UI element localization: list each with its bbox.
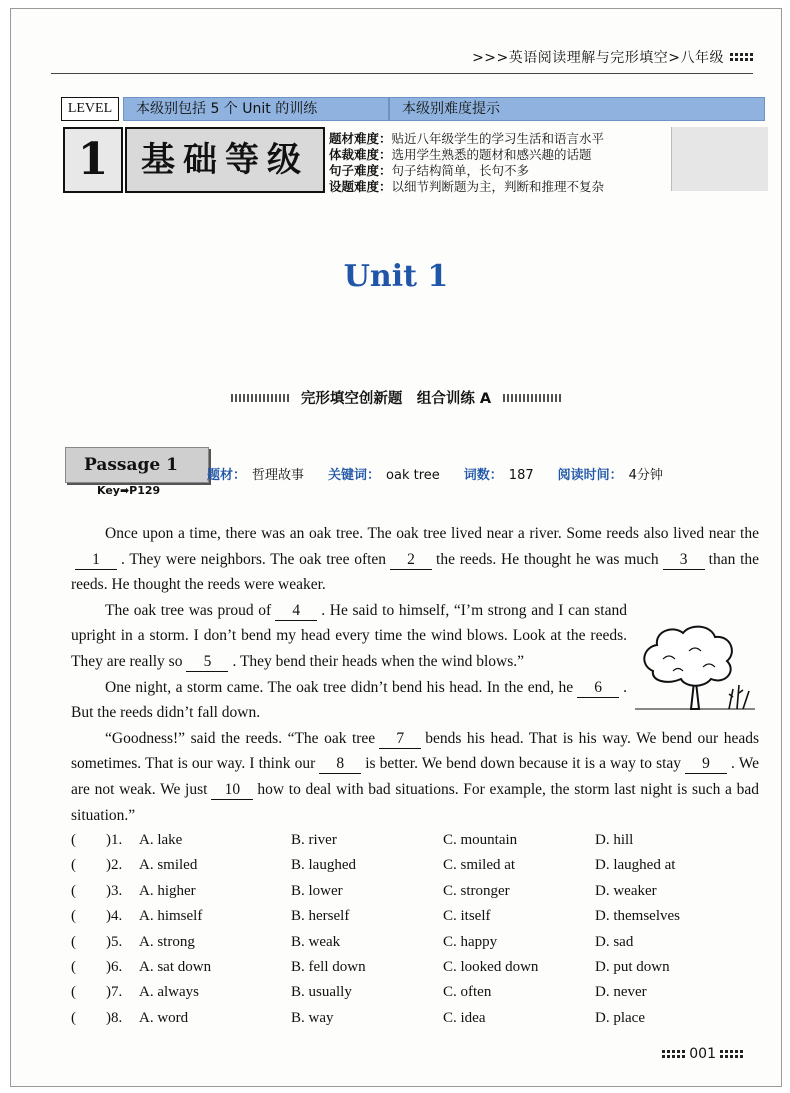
passage-label: Passage 1 [65, 447, 209, 483]
question-number: ( )5. [71, 933, 123, 950]
passage-text-run: bends his head. That is his way. We bend our heads sometimes. That is our way. I think our [71, 729, 760, 773]
difficulty-label: 题材难度： [329, 131, 392, 146]
passage-text-run: Once upon a time, there was an oak tree. The oak tree lived near a river. Some reeds also lived near the [105, 525, 759, 542]
option-a[interactable]: A. strong [139, 933, 195, 950]
meta-reading-time-value: 4分钟 [628, 468, 663, 483]
answer-key-reference: Key➡P129 [97, 484, 161, 497]
question-number: ( )2. [71, 857, 123, 874]
level-difficulty-tab: 本级别难度提示 [389, 97, 765, 121]
level-label: LEVEL [61, 97, 119, 121]
meta-reading-time [558, 464, 663, 483]
blank-4[interactable]: 4 [275, 602, 317, 621]
passage-text-run: . But the reeds didn’t fall down. [71, 678, 627, 722]
option-d[interactable]: D. never [595, 984, 647, 1001]
difficulty-item [329, 131, 604, 147]
passage-text-run: than the reeds. He thought the reeds were weaker. [71, 550, 760, 594]
passage-text-run: “Goodness!” said the reeds. “The oak tree [105, 729, 376, 747]
option-d[interactable]: D. laughed at [595, 857, 676, 874]
meta-topic-label: 题材： [207, 468, 247, 483]
option-d[interactable]: D. hill [595, 832, 634, 848]
difficulty-text: 句子结构简单，长句不多 [391, 163, 530, 178]
paragraph [71, 521, 759, 598]
running-header [472, 47, 753, 67]
question-row [71, 930, 761, 955]
difficulty-item [329, 163, 604, 179]
dot-grid-icon [730, 53, 753, 61]
difficulty-text: 选用学生熟悉的题材和感兴趣的话题 [391, 147, 592, 162]
meta-reading-time-label: 阅读时间： [557, 468, 623, 483]
question-row [71, 1006, 761, 1031]
option-d[interactable]: D. place [595, 1009, 645, 1026]
level-number: 1 [63, 127, 123, 193]
option-c[interactable]: C. idea [443, 1009, 486, 1026]
option-b[interactable]: B. way [291, 1009, 334, 1026]
blank-10[interactable]: 10 [211, 781, 253, 800]
question-number: ( )6. [71, 958, 123, 975]
running-header-text: >>>英语阅读理解与完形填空>八年级 [472, 50, 724, 66]
meta-keyword [328, 464, 440, 483]
option-d[interactable]: D. sad [595, 933, 634, 950]
option-c[interactable]: C. looked down [443, 958, 539, 975]
option-a[interactable]: A. higher [139, 882, 196, 899]
question-row [71, 853, 761, 878]
question-number: ( )4. [71, 908, 123, 925]
option-a[interactable]: A. always [139, 984, 199, 1001]
dot-grid-icon [662, 1050, 685, 1058]
option-c[interactable]: C. often [443, 984, 492, 1001]
meta-word-count [464, 464, 534, 483]
blank-2[interactable]: 2 [390, 551, 432, 570]
meta-topic-value: 哲理故事 [252, 468, 305, 483]
option-c[interactable]: C. itself [443, 908, 491, 925]
difficulty-item [329, 179, 604, 195]
option-a[interactable]: A. sat down [139, 958, 212, 975]
blank-3[interactable]: 3 [663, 551, 705, 570]
meta-keyword-value: oak tree [386, 468, 440, 483]
difficulty-item [329, 147, 604, 163]
meta-topic [207, 464, 304, 483]
blank-7[interactable]: 7 [379, 730, 421, 749]
decorative-band [671, 127, 768, 191]
level-scope-tab: 本级别包括 5 个 Unit 的训练 [123, 97, 389, 121]
paragraph [71, 726, 759, 828]
passage-text-run: . They were neighbors. The oak tree often [121, 550, 387, 568]
question-row [71, 904, 761, 929]
option-b[interactable]: B. usually [291, 984, 352, 1001]
option-b[interactable]: B. fell down [291, 958, 366, 975]
paragraph [71, 675, 627, 726]
dot-grid-icon [720, 1050, 743, 1058]
option-d[interactable]: D. weaker [595, 882, 657, 899]
difficulty-text: 贴近八年级学生的学习生活和语言水平 [391, 131, 605, 146]
page-number-text: 001 [689, 1046, 716, 1062]
hatch-decoration-icon [231, 394, 289, 402]
option-a[interactable]: A. smiled [139, 857, 198, 874]
section-title-text: 完形填空创新题 组合训练 A [300, 391, 492, 407]
passage-text-run: the reeds. He thought he was much [436, 550, 659, 568]
option-a[interactable]: A. word [139, 1009, 189, 1026]
unit-title: Unit 1 [343, 259, 449, 294]
passage-text-run: how to deal with bad situations. For example, the storm last night is such a bad situation.” [71, 780, 759, 824]
level-name: 基础等级 [125, 127, 325, 193]
question-row [71, 955, 761, 980]
option-b[interactable]: B. river [291, 832, 337, 848]
option-d[interactable]: D. themselves [595, 908, 680, 925]
question-number: ( )7. [71, 984, 123, 1001]
workbook-page [10, 8, 782, 1087]
difficulty-label: 体裁难度： [329, 147, 392, 162]
passage-text-run: One night, a storm came. The oak tree didn’t bend his head. In the end, he [105, 678, 574, 696]
section-title [11, 387, 781, 408]
question-row [71, 980, 761, 1005]
option-a[interactable]: A. himself [139, 908, 203, 925]
difficulty-list [329, 131, 604, 195]
blank-9[interactable]: 9 [685, 755, 727, 774]
blank-5[interactable]: 5 [186, 653, 228, 672]
question-number: ( )3. [71, 882, 123, 899]
question-number: ( )1. [71, 832, 123, 848]
option-a[interactable]: A. lake [139, 832, 183, 848]
passage-text-run: The oak tree was proud of [105, 601, 272, 619]
option-b[interactable]: B. herself [291, 908, 350, 925]
difficulty-text: 以细节判断题为主，判断和推理不复杂 [391, 179, 605, 194]
blank-6[interactable]: 6 [577, 679, 619, 698]
question-list [71, 828, 761, 1031]
passage-meta [207, 464, 663, 483]
passage-text-run: . We are not weak. We just [71, 755, 759, 798]
difficulty-label: 设题难度： [329, 179, 392, 194]
page-number [662, 1046, 743, 1062]
option-b[interactable]: B. weak [291, 933, 341, 950]
blank-8[interactable]: 8 [319, 755, 361, 774]
question-row [71, 879, 761, 904]
option-c[interactable]: C. happy [443, 933, 498, 950]
hatch-decoration-icon [503, 394, 561, 402]
passage-text-run: is better. We bend down because it is a way to stay [365, 755, 682, 773]
passage-text-run: . He said to himself, “I’m strong and I can stand upright in a storm. I don’t bend my head every time the wind blows. Look at the reeds. They are really so [71, 601, 627, 670]
option-c[interactable]: C. mountain [443, 832, 518, 848]
option-c[interactable]: C. stronger [443, 882, 510, 899]
difficulty-label: 句子难度： [329, 163, 392, 178]
meta-word-count-value: 187 [508, 468, 534, 483]
option-c[interactable]: C. smiled at [443, 857, 516, 874]
question-number: ( )8. [71, 1009, 123, 1026]
question-row [71, 828, 761, 853]
option-b[interactable]: B. lower [291, 882, 343, 899]
meta-keyword-label: 关键词： [328, 468, 381, 483]
paragraph [71, 598, 627, 675]
blank-1[interactable]: 1 [75, 551, 117, 570]
meta-word-count-label: 词数： [463, 468, 503, 483]
passage-text-run: . They bend their heads when the wind blows.” [232, 652, 525, 670]
header-divider [51, 73, 753, 74]
option-b[interactable]: B. laughed [291, 857, 356, 874]
option-d[interactable]: D. put down [595, 958, 670, 975]
oak-tree-illustration-icon [633, 621, 757, 713]
